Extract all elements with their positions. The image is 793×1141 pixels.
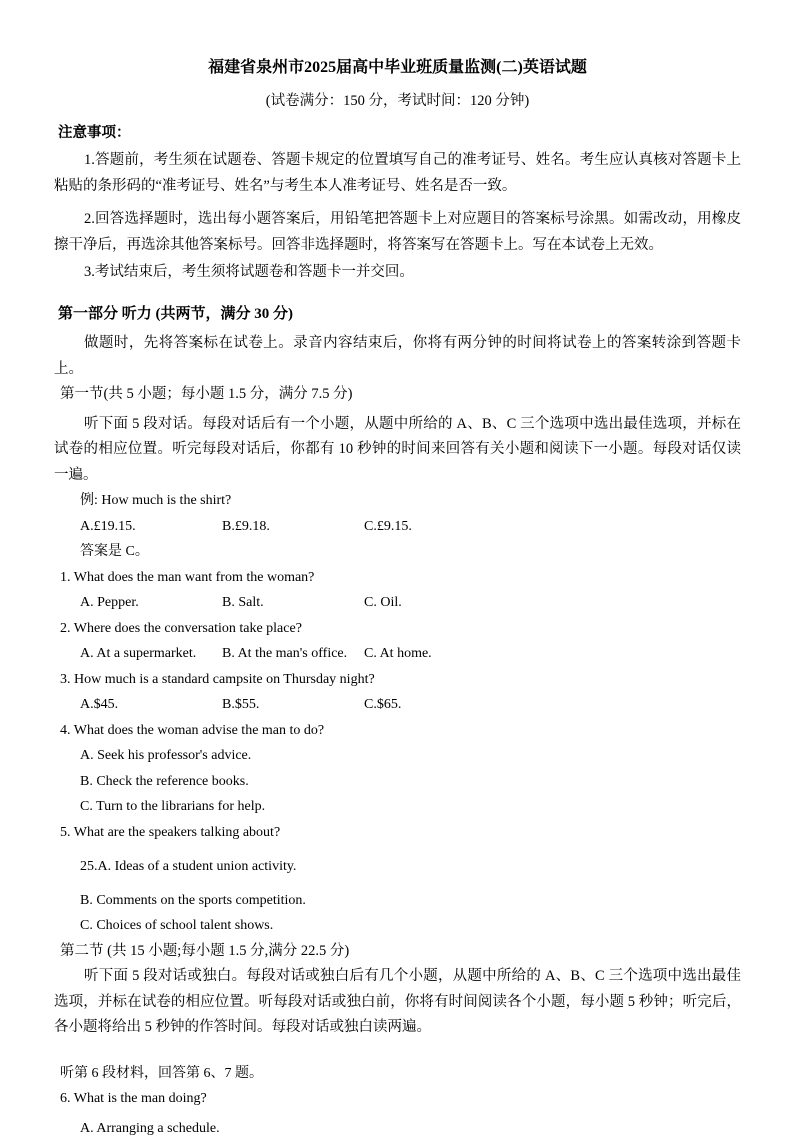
part1-heading: 第一部分 听力 (共两节，满分 30 分) [58, 302, 741, 328]
question-1-text: 1. What does the man want from the woman? [60, 565, 741, 591]
question-5-option-c: C. Choices of school talent shows. [80, 913, 741, 939]
section1-heading: 第一节(共 5 小题；每小题 1.5 分，满分 7.5 分) [60, 382, 741, 408]
notes-heading: 注意事项： [58, 121, 741, 147]
example-question: 例: How much is the shirt? [80, 488, 741, 514]
paper-title: 福建省泉州市2025届高中毕业班质量监测(二)英语试题 [54, 56, 741, 80]
question-1-option-b: B. Salt. [222, 590, 364, 616]
question-5-option-a: 25.A. Ideas of a student union activity. [80, 854, 741, 880]
note-item-2: 2.回答选择题时，选出每小题答案后，用铅笔把答题卡上对应题目的答案标号涂黑。如需改动，用橡皮擦干净后，再选涂其他答案标号。回答非选择题时，将答案写在答题卡上。写在本试卷上无效。 [54, 207, 741, 258]
question-6-text: 6. What is the man doing? [60, 1086, 741, 1112]
section2-instruction: 听下面 5 段对话或独白。每段对话或独白后有几个小题，从题中所给的 A、B、C 三个选项中选出最佳选项，并标在试卷的相应位置。听每段对话或独白前，你将有时间阅读各个小题，每小题 5 秒钟；听完后，各小题将给出 5 秒钟的作答时间。每段对话或独白读两遍。 [54, 964, 741, 1041]
question-2-option-c: C. At home. [364, 641, 432, 667]
note-item-3: 3.考试结束后，考生须将试题卷和答题卡一并交回。 [54, 260, 741, 286]
question-2-option-b: B. At the man's office. [222, 641, 364, 667]
question-5-text: 5. What are the speakers talking about? [60, 820, 741, 846]
section1-instruction: 听下面 5 段对话。每段对话后有一个小题，从题中所给的 A、B、C 三个选项中选出最佳选项，并标在试卷的相应位置。听完每段对话后，你都有 10 秒钟的时间来回答有关小题和阅读下一小题。每段对话仅读一遍。 [54, 412, 741, 489]
question-1-options [80, 590, 741, 616]
question-2-option-a: A. At a supermarket. [80, 641, 222, 667]
question-4-option-c: C. Turn to the librarians for help. [80, 794, 741, 820]
example-option-c: C.£9.15. [364, 514, 412, 540]
question-4-text: 4. What does the woman advise the man to do? [60, 718, 741, 744]
question-3-option-b: B.$55. [222, 692, 364, 718]
question-3-option-c: C.$65. [364, 692, 401, 718]
question-2-text: 2. Where does the conversation take place? [60, 616, 741, 642]
part1-instruction: 做题时，先将答案标在试卷上。录音内容结束后，你将有两分钟的时间将试卷上的答案转涂到答题卡上。 [54, 331, 741, 382]
question-4-option-a: A. Seek his professor's advice. [80, 743, 741, 769]
question-1-option-c: C. Oil. [364, 590, 402, 616]
example-options [80, 514, 741, 540]
paper-subtitle: (试卷满分：150 分，考试时间：120 分钟) [54, 89, 741, 115]
example-answer: 答案是 C。 [80, 539, 741, 565]
question-3-text: 3. How much is a standard campsite on Thursday night? [60, 667, 741, 693]
question-1-option-a: A. Pepper. [80, 590, 222, 616]
question-4-option-b: B. Check the reference books. [80, 769, 741, 795]
question-3-option-a: A.$45. [80, 692, 222, 718]
note-item-1: 1.答题前，考生须在试题卷、答题卡规定的位置填写自己的准考证号、姓名。考生应认真核对答题卡上粘贴的条形码的“准考证号、姓名”与考生本人准考证号、姓名是否一致。 [54, 148, 741, 199]
question-5-option-b: B. Comments on the sports competition. [80, 888, 741, 914]
example-option-b: B.£9.18. [222, 514, 364, 540]
example-option-a: A.£19.15. [80, 514, 222, 540]
material-6-intro: 听第 6 段材料，回答第 6、7 题。 [60, 1061, 741, 1087]
question-2-options [80, 641, 741, 667]
question-6-option-a: A. Arranging a schedule. [80, 1116, 741, 1141]
section2-heading: 第二节 (共 15 小题;每小题 1.5 分,满分 22.5 分) [60, 939, 741, 965]
question-3-options [80, 692, 741, 718]
